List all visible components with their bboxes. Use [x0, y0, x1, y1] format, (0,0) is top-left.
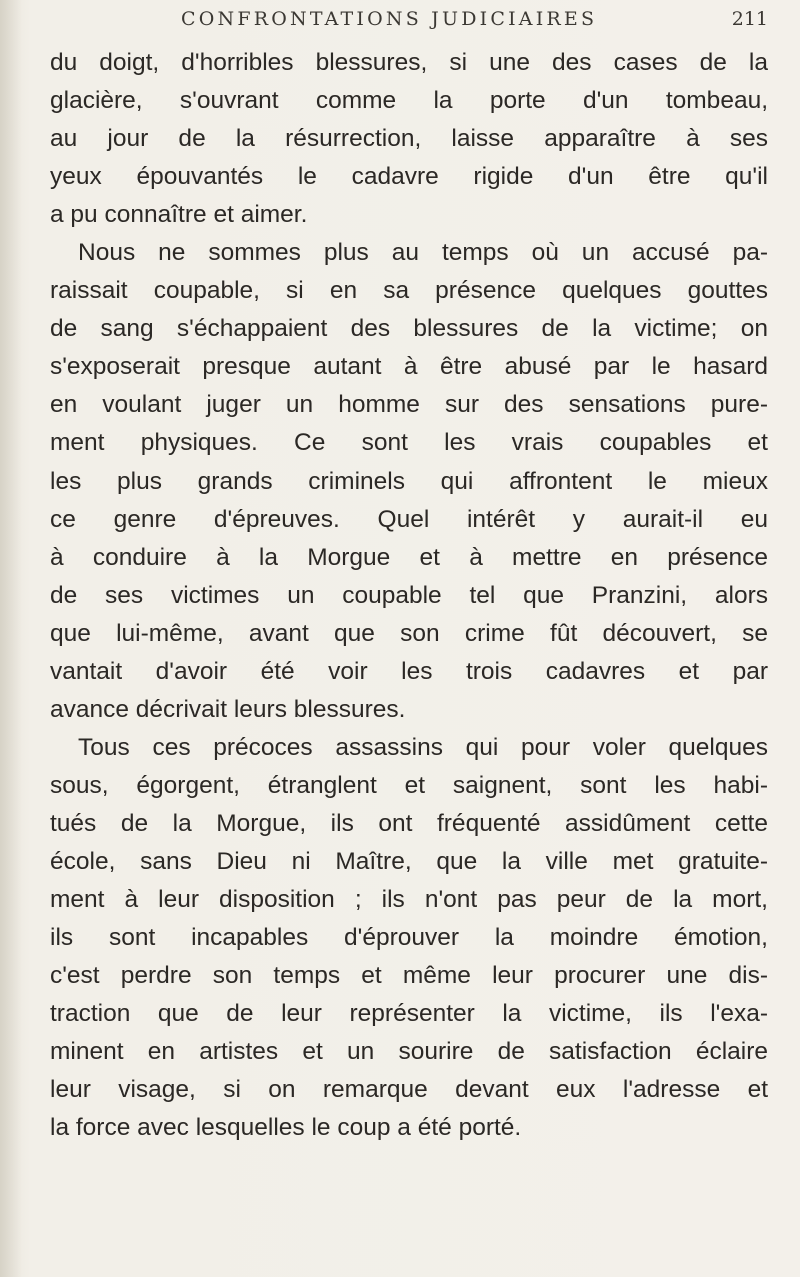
- body-text: [50, 44, 768, 1147]
- text-line: ce genre d'épreuves. Quel intérêt y aurait-il eu: [50, 505, 768, 533]
- text-line: au jour de la résurrection, laisse apparaître à ses: [50, 125, 768, 153]
- running-head: [0, 8, 800, 34]
- page-number: 211: [731, 8, 768, 30]
- text-line: que lui-même, avant que son crime fût découvert, se: [50, 619, 768, 647]
- running-head-title: CONFRONTATIONS JUDICIAIRES: [181, 8, 598, 30]
- text-line: ment à leur disposition ; ils n'ont pas peur de la mort,: [50, 886, 768, 914]
- text-line: Nous ne sommes plus au temps où un accusé pa-: [78, 239, 768, 267]
- text-line: de sang s'échappaient des blessures de la victime; on: [50, 315, 768, 343]
- text-line: Tous ces précoces assassins qui pour voler quelques: [78, 733, 768, 761]
- text-line: c'est perdre son temps et même leur procurer une dis-: [50, 962, 768, 990]
- text-line: tués de la Morgue, ils ont fréquenté assidûment cette: [50, 809, 768, 837]
- text-line: a pu connaître et aimer.: [50, 201, 308, 229]
- text-line: yeux épouvantés le cadavre rigide d'un être qu'il: [50, 163, 768, 191]
- text-line: du doigt, d'horribles blessures, si une des cases de la: [50, 49, 768, 76]
- text-line: s'exposerait presque autant à être abusé par le hasard: [50, 353, 768, 381]
- gutter-shadow: [0, 0, 22, 1277]
- text-line: minent en artistes et un sourire de satisfaction éclaire: [50, 1038, 768, 1066]
- text-line: sous, égorgent, étranglent et saignent, sont les habi-: [50, 771, 768, 799]
- text-line: traction que de leur représenter la victime, ils l'exa-: [50, 1000, 768, 1028]
- text-line: glacière, s'ouvrant comme la porte d'un tombeau,: [50, 87, 768, 115]
- text-line: en voulant juger un homme sur des sensations pure-: [50, 391, 768, 419]
- text-line: la force avec lesquelles le coup a été porté.: [50, 1114, 522, 1142]
- text-line: avance décrivait leurs blessures.: [50, 695, 406, 723]
- text-line: raissait coupable, si en sa présence quelques gouttes: [50, 277, 768, 305]
- text-line: leur visage, si on remarque devant eux l'adresse et: [50, 1076, 768, 1104]
- text-line: les plus grands criminels qui affrontent le mieux: [50, 467, 768, 495]
- text-line: vantait d'avoir été voir les trois cadavres et par: [50, 657, 768, 685]
- text-line: de ses victimes un coupable tel que Pranzini, alors: [50, 581, 768, 609]
- text-line: ils sont incapables d'éprouver la moindre émotion,: [50, 924, 768, 952]
- text-line: à conduire à la Morgue et à mettre en présence: [50, 543, 768, 571]
- text-line: ment physiques. Ce sont les vrais coupables et: [50, 429, 768, 457]
- text-line: école, sans Dieu ni Maître, que la ville met gratuite-: [50, 847, 768, 875]
